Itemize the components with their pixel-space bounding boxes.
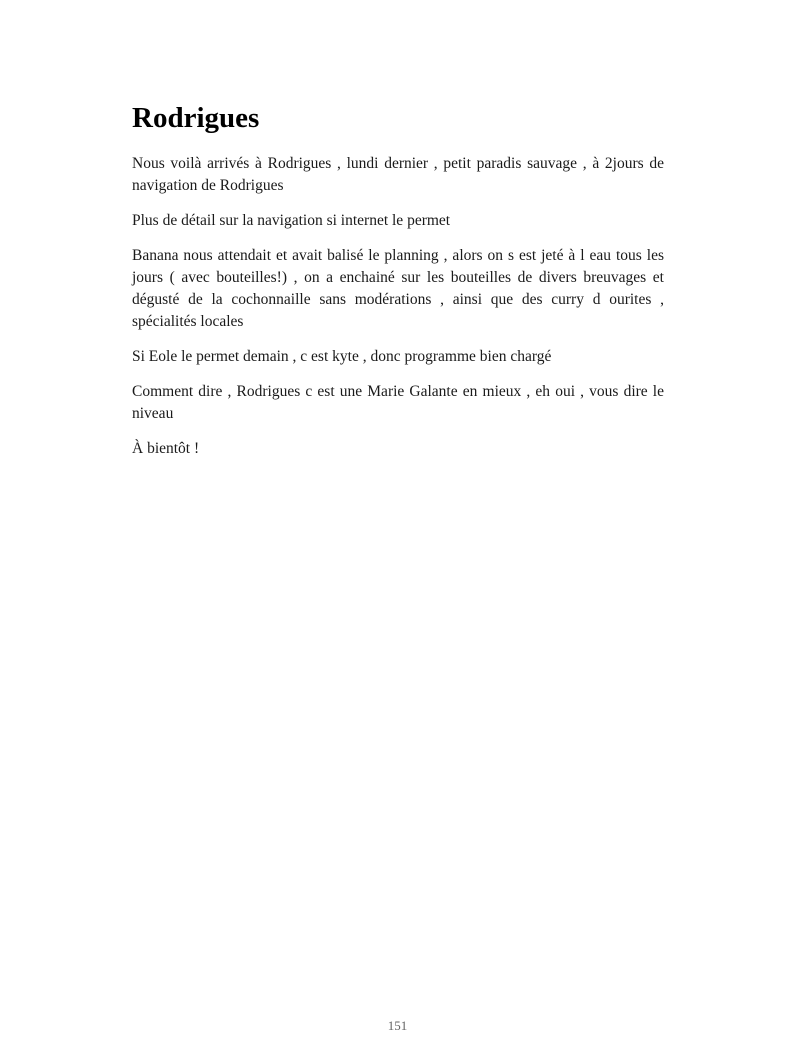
paragraph-banana-planning: Banana nous attendait et avait balisé le planning , alors on s est jeté à l eau tous les jours ( avec bouteilles!) , on a enchainé sur les bouteilles de divers breuvages et dégusté de la cochonnaille sans modérations , ainsi que des curry d ourites , spécialités locales bbox=[132, 247, 664, 330]
paragraph-arrival: Nous voilà arrivés à Rodrigues , lundi dernier , petit paradis sauvage , à 2jours de navigation de Rodrigues bbox=[132, 155, 664, 194]
paragraph-marie-galante: Comment dire , Rodrigues c est une Marie Galante en mieux , eh oui , vous dire le niveau bbox=[132, 383, 664, 422]
document-body bbox=[132, 99, 664, 473]
page-title: Rodrigues bbox=[132, 102, 260, 134]
paragraph-eole-kyte: Si Eole le permet demain , c est kyte , donc programme bien chargé bbox=[132, 348, 552, 365]
page-number: 151 bbox=[387, 1018, 408, 1033]
paragraph-closing: À bientôt ! bbox=[132, 440, 200, 457]
paragraph-navigation-details: Plus de détail sur la navigation si internet le permet bbox=[132, 212, 451, 229]
